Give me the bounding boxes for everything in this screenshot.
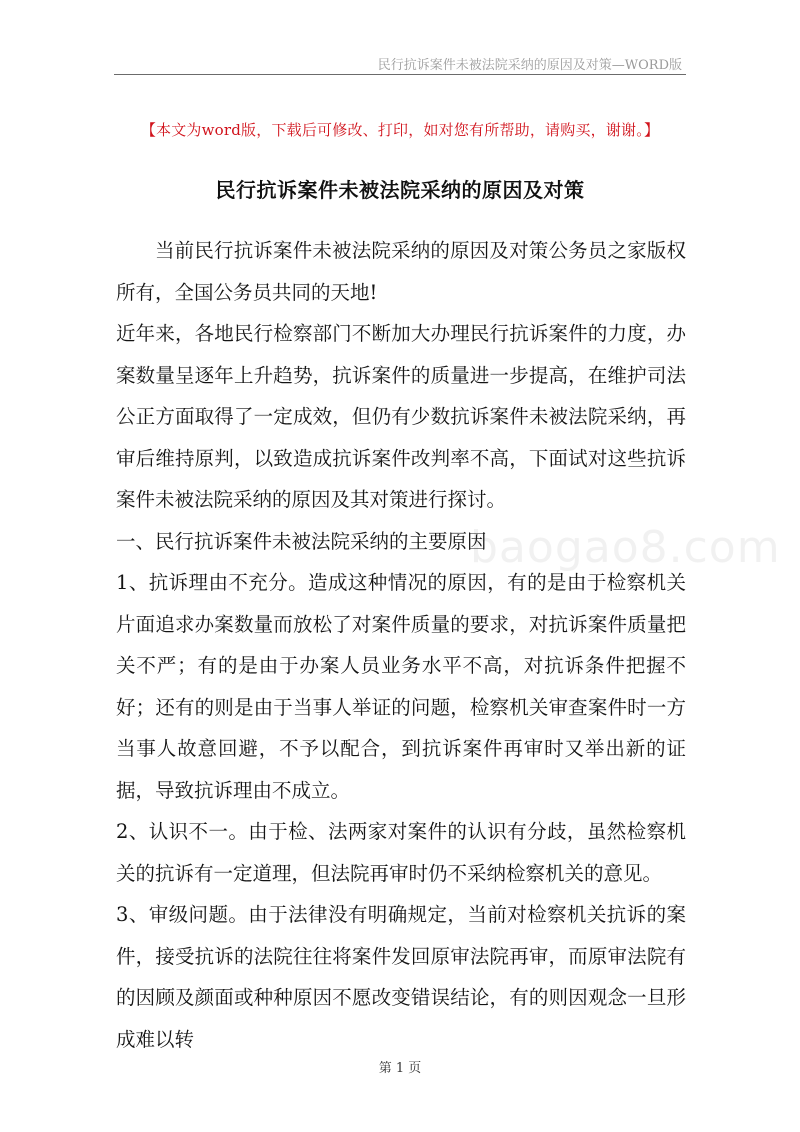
watermark: baogao8.com (470, 522, 781, 573)
running-header: 民行抗诉案件未被法院采纳的原因及对策—WORD版 (377, 58, 682, 73)
paragraph-reason-1: 1、抗诉理由不充分。造成这种情况的原因，有的是由于检察机关片面追求办案数量而放松了对案件质量的要求，对抗诉案件质量把关不严；有的是由于办案人员业务水平不高，对抗诉条件把握不好；还有的则是由于当事人举证的问题，检察机关审查案件时一方当事人故意回避，不予以配合，到抗诉案件再审时又举出新的证据，导致抗诉理由不成立。 (116, 571, 686, 802)
paragraph-reason-2: 2、认识不一。由于检、法两家对案件的认识有分歧，虽然检察机关的抗诉有一定道理，但法院再审时仍不采纳检察机关的意见。 (116, 820, 686, 885)
paragraph-reason-3: 3、审级问题。由于法律没有明确规定，当前对检察机关抗诉的案件，接受抗诉的法院往往将案件发回原审法院再审，而原审法院有的因顾及颜面或种种原因不愿改变错误结论，有的则因观念一旦形成难以转 (116, 903, 686, 1051)
page-number: 第 1 页 (378, 1061, 422, 1076)
document-body (116, 230, 686, 1060)
paragraph-background: 近年来，各地民行检察部门不断加大办理民行抗诉案件的力度，办案数量呈逐年上升趋势，抗诉案件的质量进一步提高，在维护司法公正方面取得了一定成效，但仍有少数抗诉案件未被法院采纳，再审后维持原判，以致造成抗诉案件改判率不高，下面试对这些抗诉案件未被法院采纳的原因及其对策进行探讨。 (116, 322, 686, 511)
header-divider (114, 74, 686, 75)
section-heading: 一、民行抗诉案件未被法院采纳的主要原因 (116, 529, 487, 553)
document-title: 民行抗诉案件未被法院采纳的原因及对策 (215, 178, 585, 202)
paragraph-intro: 当前民行抗诉案件未被法院采纳的原因及对策公务员之家版权所有，全国公务员共同的天地! (116, 239, 686, 304)
download-notice: 【本文为word版，下载后可修改、打印，如对您有所帮助，请购买，谢谢。】 (140, 121, 660, 139)
